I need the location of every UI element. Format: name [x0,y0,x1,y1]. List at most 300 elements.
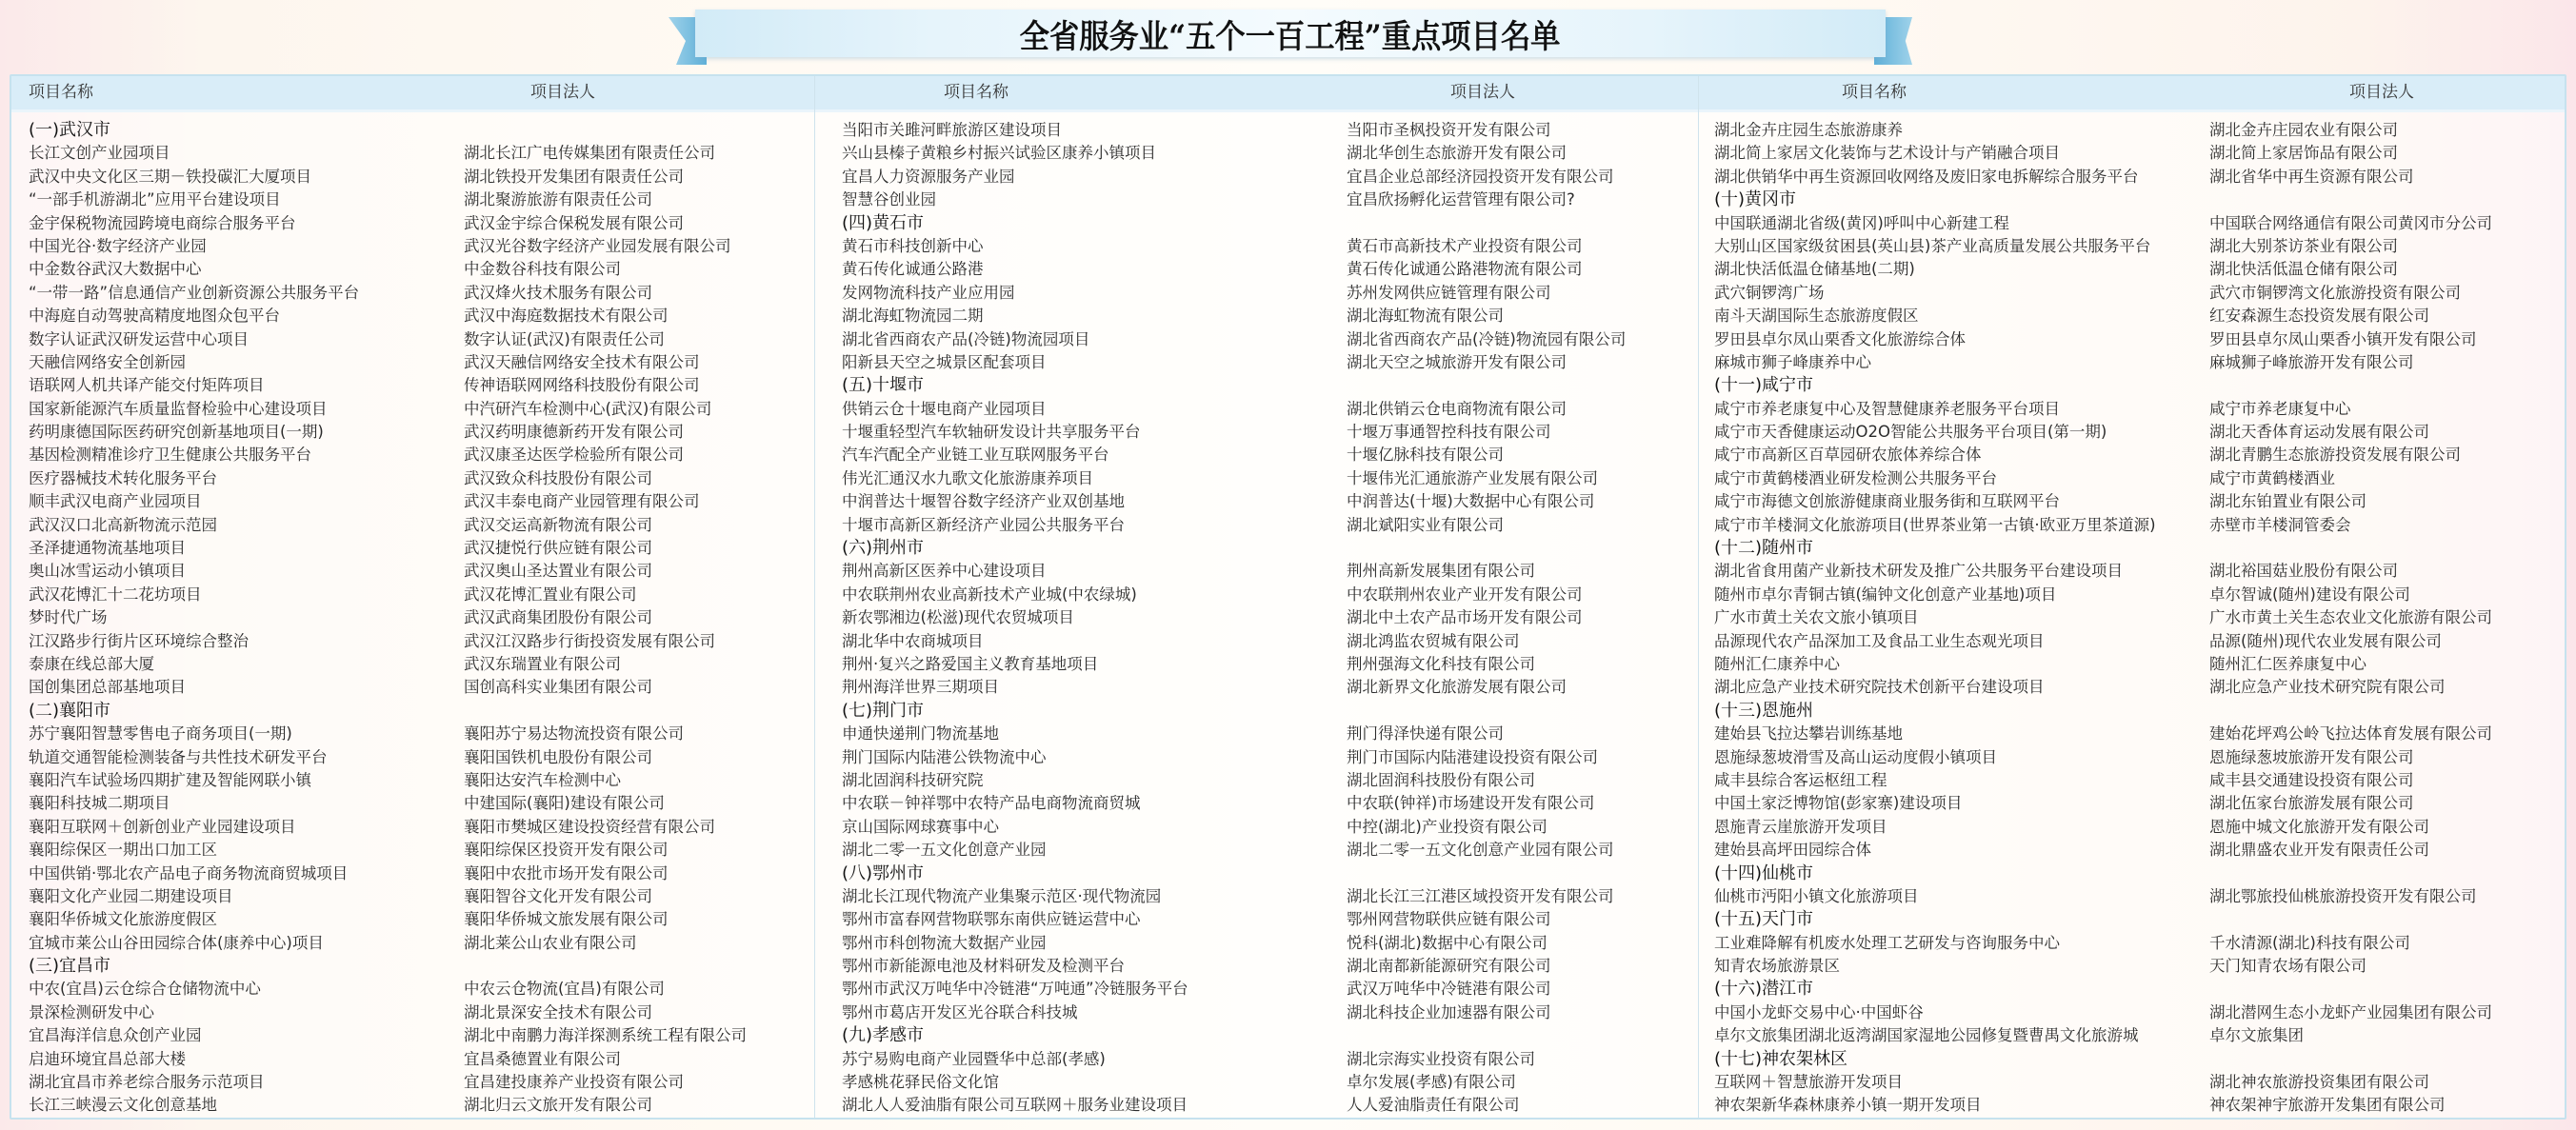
project-name-cell: 发网物流科技产业应用园 [842,283,1015,302]
project-name-cell: 圣泽捷通物流基地项目 [29,539,186,558]
table-row [1699,792,2566,815]
section-heading [1699,978,2566,1001]
table-row [1699,606,2566,629]
rows-group-3 [1699,119,2566,1118]
project-name-cell: 泰康在线总部大厦 [29,654,154,673]
project-name-cell: 孝感桃花驿民俗文化馆 [842,1073,999,1092]
table-row [1699,142,2566,165]
title-banner [695,10,1886,57]
project-legal-cell: 武汉武商集团股份有限公司 [464,608,652,627]
table-row [815,653,1699,676]
project-name-cell: 武汉汉口北高新物流示范园 [29,515,217,534]
section-title: (十七)神农架林区 [1714,1048,1848,1069]
table-row [815,839,1699,862]
project-name-cell: 汽车汽配全产业链工业互联网服务平台 [842,446,1109,465]
table-row [1699,676,2566,699]
project-name-cell: 南斗天湖国际生态旅游度假区 [1714,307,1919,326]
project-legal-cell: 湖北华创生态旅游开发有限公司 [1347,144,1567,163]
project-name-cell: 广水市黄土关农文旅小镇项目 [1714,608,1919,627]
table-row [815,792,1699,815]
project-name-cell: 恩施绿葱坡滑雪及高山运动度假小镇项目 [1714,747,1997,766]
table-row [11,932,814,955]
project-legal-cell: 国创高科实业集团有限公司 [464,678,652,697]
table-row [815,467,1699,490]
project-name-cell: 兴山县榛子黄粮乡村振兴试验区康养小镇项目 [842,144,1156,163]
project-legal-cell: 武汉中海庭数据技术有限公司 [464,307,669,326]
section-heading [815,700,1699,723]
rows-group-2 [815,119,1699,1118]
section-heading [815,374,1699,397]
project-legal-cell: 武汉金宇综合保税发展有限公司 [464,213,684,232]
project-legal-cell: 建始花坪鸡公岭飞拉达体育发展有限公司 [2209,724,2492,743]
table-row [815,351,1699,374]
project-name-cell: 湖北固润科技研究院 [842,770,984,789]
project-name-cell: 咸宁市海德文创旅游健康商业服务街和互联网平台 [1714,492,2060,511]
project-name-cell: 中农联－钟祥鄂中农特产品电商物流商贸城 [842,794,1141,813]
table-row [1699,816,2566,839]
project-legal-cell: 中润普达(十堰)大数据中心有限公司 [1347,492,1595,511]
table-row [815,723,1699,745]
project-name-cell: 十堰重轻型汽车软轴研发设计共享服务平台 [842,423,1141,442]
project-legal-cell: 湖北天空之城旅游开发有限公司 [1347,352,1567,371]
project-legal-cell: 襄阳综保区投资开发有限公司 [464,841,669,860]
project-legal-cell: 湖北宗海实业投资有限公司 [1347,1049,1535,1068]
project-name-cell: 黄石传化诚通公路港 [842,260,984,279]
project-name-cell: 奥山冰雪运动小镇项目 [29,562,186,581]
project-legal-cell: 当阳市圣枫投资开发有限公司 [1347,121,1551,139]
project-legal-cell: 武汉花博汇置业有限公司 [464,585,637,604]
project-name-cell: 襄阳科技城二期项目 [29,794,170,813]
project-legal-cell: 湖北天香体育运动发展有限公司 [2209,423,2429,442]
project-name-cell: 景深检测研发中心 [29,1002,154,1021]
table-row [11,467,814,490]
project-legal-cell: 湖北长江广电传媒集团有限责任公司 [464,144,715,163]
project-legal-cell: 湖北归云文旅开发有限公司 [464,1096,652,1115]
project-name-cell: 京山国际网球赛事中心 [842,817,999,836]
project-legal-cell: 荆门得泽快递有限公司 [1347,724,1504,743]
table-row [11,792,814,815]
project-name-cell: 湖北人人爱油脂有限公司互联网＋服务业建设项目 [842,1096,1188,1115]
project-name-cell: 武穴铜锣湾广场 [1714,283,1825,302]
project-legal-cell: 湖北新界文化旅游发展有限公司 [1347,678,1567,697]
project-name-cell: 罗田县卓尔凤山栗香文化旅游综合体 [1714,329,1966,348]
table-row [11,978,814,1001]
project-name-cell: 基因检测精准诊疗卫生健康公共服务平台 [29,446,311,465]
project-name-cell: 中农(宜昌)云仓综合仓储物流中心 [29,980,261,999]
project-legal-cell: 卓尔发展(孝感)有限公司 [1347,1073,1516,1092]
project-legal-cell: 襄阳智谷文化开发有限公司 [464,886,652,905]
project-table [10,74,2566,1120]
project-legal-cell: 湖北固润科技股份有限公司 [1347,770,1535,789]
section-title: (十二)随州市 [1714,538,1814,559]
project-name-cell: 中金数谷武汉大数据中心 [29,260,202,279]
project-legal-cell: 武汉奥山圣达置业有限公司 [464,562,652,581]
project-legal-cell: 荆州强海文化科技有限公司 [1347,654,1535,673]
table-row [815,885,1699,908]
table-row [1699,119,2566,142]
project-legal-cell: 鄂州网营物联供应链有限公司 [1347,910,1551,929]
project-legal-cell: 咸宁市养老康复中心 [2209,399,2351,418]
table-row [1699,398,2566,421]
section-heading [815,537,1699,560]
project-legal-cell: 湖北南都新能源研究有限公司 [1347,957,1551,976]
project-legal-cell: 湖北景深安全技术有限公司 [464,1002,652,1021]
project-name-cell: 湖北海虹物流园二期 [842,307,984,326]
project-name-cell: 鄂州市科创物流大数据产业园 [842,933,1047,952]
project-name-cell: 咸宁市天香健康运动O2O智能公共服务平台项目(第一期) [1714,423,2107,442]
project-legal-cell: 武汉交运高新物流有限公司 [464,515,652,534]
table-row [11,606,814,629]
table-row [1699,746,2566,769]
table-row [815,328,1699,351]
table-row [1699,305,2566,327]
table-row [1699,560,2566,583]
project-name-cell: 数字认证武汉研发运营中心项目 [29,329,249,348]
project-name-cell: 长江文创产业园项目 [29,144,170,163]
project-legal-cell: 湖北科技企业加速器有限公司 [1347,1002,1551,1021]
section-title: (九)孝感市 [842,1025,925,1046]
section-heading [815,1024,1699,1047]
project-name-cell: “一部手机游湖北”应用平台建设项目 [29,190,281,209]
project-legal-cell: 武汉致众科技股份有限公司 [464,468,652,487]
project-name-cell: 宜昌人力资源服务产业园 [842,167,1015,186]
table-row [815,560,1699,583]
project-name-cell: 襄阳文化产业园二期建设项目 [29,886,233,905]
project-name-cell: 荆门国际内陆港公铁物流中心 [842,747,1047,766]
project-name-cell: 中润普达十堰智谷数字经济产业双创基地 [842,492,1125,511]
project-legal-cell: 品源(随州)现代农业发展有限公司 [2209,631,2442,650]
project-name-cell: 江汉路步行街片区环境综合整治 [29,631,249,650]
section-heading [1699,374,2566,397]
project-legal-cell: 宜昌桑德置业有限公司 [464,1049,621,1068]
project-legal-cell: 武汉烽火技术服务有限公司 [464,283,652,302]
table-row [11,746,814,769]
project-name-cell: 咸丰县综合客运枢纽工程 [1714,770,1887,789]
project-legal-cell: 湖北供销云仓电商物流有限公司 [1347,399,1567,418]
table-row [815,584,1699,606]
table-row [11,630,814,653]
project-legal-cell: 数字认证(武汉)有限责任公司 [464,329,665,348]
project-name-cell: 大别山区国家级贫困县(英山县)茶产业高质量发展公共服务平台 [1714,236,2151,255]
project-name-cell: 阳新县天空之城景区配套项目 [842,352,1047,371]
section-title: (十)黄冈市 [1714,189,1797,210]
project-name-cell: 智慧谷创业园 [842,190,936,209]
project-legal-cell: 襄阳市樊城区建设投资经营有限公司 [464,817,715,836]
table-row [1699,1094,2566,1117]
table-row [11,374,814,397]
table-row [11,444,814,466]
project-legal-cell: 中农联荆州农业产业开发有限公司 [1347,585,1583,604]
project-legal-cell: 湖北二零一五文化创意产业园有限公司 [1347,841,1614,860]
project-legal-cell: 武汉光谷数字经济产业园发展有限公司 [464,236,731,255]
project-legal-cell: 中农联(钟祥)市场建设开发有限公司 [1347,794,1595,813]
project-name-cell: 神农架新华森林康养小镇一期开发项目 [1714,1096,1982,1115]
table-row [11,1048,814,1071]
project-name-cell: 仙桃市沔阳小镇文化旅游项目 [1714,886,1919,905]
project-legal-cell: 武汉捷悦行供应链有限公司 [464,539,652,558]
table-row [815,932,1699,955]
table-row [1699,1001,2566,1024]
table-row [11,490,814,513]
table-row [11,560,814,583]
project-legal-cell: 襄阳达安汽车检测中心 [464,770,621,789]
header-project-legal: 项目法人 [2349,83,2414,102]
project-name-cell: 轨道交通智能检测装备与共性技术研发平台 [29,747,328,766]
header-project-legal: 项目法人 [1450,83,1515,102]
table-row [815,305,1699,327]
project-legal-cell: 湖北大别茶访茶业有限公司 [2209,236,2398,255]
column-group-2 [814,76,1699,1118]
project-legal-cell: 中金数谷科技有限公司 [464,260,621,279]
project-legal-cell: 武汉丰泰电商产业园管理有限公司 [464,492,700,511]
table-row [815,630,1699,653]
project-legal-cell: 赤壁市羊楼洞管委会 [2209,515,2351,534]
table-row [11,212,814,235]
project-name-cell: 湖北快活低温仓储基地(二期) [1714,260,1915,279]
project-legal-cell: 荆门市国际内陆港建设投资有限公司 [1347,747,1598,766]
project-legal-cell: 湖北裕国菇业股份有限公司 [2209,562,2398,581]
project-legal-cell: 中控(湖北)产业投资有限公司 [1347,817,1548,836]
project-name-cell: 恩施青云崖旅游开发项目 [1714,817,1887,836]
table-row [11,769,814,792]
table-row [11,816,814,839]
section-title: (五)十堰市 [842,375,925,396]
table-row [815,142,1699,165]
table-row [11,305,814,327]
table-row [815,606,1699,629]
project-legal-cell: 黄石传化诚通公路港物流有限公司 [1347,260,1583,279]
project-legal-cell: 天门知青农场有限公司 [2209,957,2366,976]
table-row [1699,490,2566,513]
project-legal-cell: 武汉天融信网络安全技术有限公司 [464,352,700,371]
table-row [1699,235,2566,258]
project-name-cell: 鄂州市武汉万吨华中冷链港“万吨通”冷链服务平台 [842,980,1188,999]
project-legal-cell: 襄阳苏宁易达物流投资有限公司 [464,724,684,743]
project-name-cell: 襄阳汽车试验场四期扩建及智能网联小镇 [29,770,311,789]
table-row [815,1071,1699,1094]
rows-group-1 [11,119,814,1118]
section-heading [815,212,1699,235]
table-row [815,908,1699,931]
project-legal-cell: 湖北潜网生态小龙虾产业园集团有限公司 [2209,1002,2492,1021]
project-legal-cell: 湖北金卉庄园农业有限公司 [2209,121,2398,139]
table-row [11,885,814,908]
table-row [11,862,814,885]
table-row [815,444,1699,466]
header-project-name: 项目名称 [1842,83,1907,102]
project-name-cell: “一带一路”信息通信产业创新资源公共服务平台 [29,283,360,302]
table-row [1699,444,2566,466]
table-row [1699,282,2566,305]
section-title: (三)宜昌市 [29,956,111,977]
project-name-cell: 卓尔文旅集团湖北返湾湖国家湿地公园修复暨曹禺文化旅游城 [1714,1026,2139,1045]
table-row [11,235,814,258]
project-legal-cell: 湖北鄂旅投仙桃旅游投资开发有限公司 [2209,886,2477,905]
project-name-cell: 顺丰武汉电商产业园项目 [29,492,202,511]
table-row [1699,328,2566,351]
project-legal-cell: 湖北简上家居饰品有限公司 [2209,144,2398,163]
table-row [1699,351,2566,374]
table-row [1699,885,2566,908]
section-heading [11,119,814,142]
table-row [11,653,814,676]
project-name-cell: 国家新能源汽车质量监督检验中心建设项目 [29,399,328,418]
table-row [1699,514,2566,537]
table-row [815,188,1699,211]
project-name-cell: 武汉花博汇十二花坊项目 [29,585,202,604]
table-row [1699,653,2566,676]
project-name-cell: 当阳市关雎河畔旅游区建设项目 [842,121,1062,139]
project-name-cell: 武汉中央文化区三期－铁投碳汇大厦项目 [29,167,311,186]
project-name-cell: 荆州高新区医养中心建设项目 [842,562,1047,581]
project-name-cell: 宜城市莱公山谷田园综合体(康养中心)项目 [29,933,324,952]
table-row [815,398,1699,421]
project-name-cell: 建始县高坪田园综合体 [1714,841,1871,860]
project-name-cell: 医疗器械技术转化服务平台 [29,468,217,487]
project-name-cell: 湖北应急产业技术研究院技术创新平台建设项目 [1714,678,2045,697]
project-name-cell: 襄阳华侨城文化旅游度假区 [29,910,217,929]
table-row [815,1048,1699,1071]
table-row [11,839,814,862]
section-heading [1699,1048,2566,1071]
project-legal-cell: 湖北青鹏生态旅游投资发展有限公司 [2209,446,2461,465]
project-legal-cell: 襄阳华侨城文旅发展有限公司 [464,910,669,929]
project-legal-cell: 武汉康圣达医学检验所有限公司 [464,446,684,465]
project-legal-cell: 中国联合网络通信有限公司黄冈市分公司 [2209,213,2492,232]
section-title: (四)黄石市 [842,212,925,233]
project-legal-cell: 咸丰县交通建设投资有限公司 [2209,770,2414,789]
section-title: (十五)天门市 [1714,909,1814,930]
project-legal-cell: 黄石市高新技术产业投资有限公司 [1347,236,1583,255]
table-row [815,235,1699,258]
section-title: (八)鄂州市 [842,862,925,883]
header-project-name: 项目名称 [29,83,93,102]
section-heading [815,862,1699,885]
project-legal-cell: 咸宁市黄鹤楼酒业 [2209,468,2335,487]
project-name-cell: 国创集团总部基地项目 [29,678,186,697]
table-row [815,1094,1699,1117]
table-row [1699,769,2566,792]
project-name-cell: 湖北省食用菌产业新技术研发及推广公共服务平台建设项目 [1714,562,2123,581]
project-legal-cell: 湖北鸿监农贸城有限公司 [1347,631,1520,650]
project-legal-cell: 中汽研汽车检测中心(武汉)有限公司 [464,399,712,418]
table-row [11,584,814,606]
project-name-cell: 宜昌海洋信息众创产业园 [29,1026,202,1045]
project-legal-cell: 罗田县卓尔凤山栗香小镇开发有限公司 [2209,329,2477,348]
project-name-cell: 苏宁襄阳智慧零售电子商务项目(一期) [29,724,292,743]
project-legal-cell: 湖北快活低温仓储有限公司 [2209,260,2398,279]
section-heading [11,700,814,723]
project-legal-cell: 武穴市铜锣湾文化旅游投资有限公司 [2209,283,2461,302]
project-legal-cell: 广水市黄土关生态农业文化旅游有限公司 [2209,608,2492,627]
project-legal-cell: 随州汇仁医养康复中心 [2209,654,2366,673]
project-legal-cell: 湖北长江三江港区域投资开发有限公司 [1347,886,1614,905]
project-name-cell: 荆州海洋世界三期项目 [842,678,999,697]
project-name-cell: 药明康德国际医药研究创新基地项目(一期) [29,423,324,442]
project-name-cell: 供销云仓十堰电商产业园项目 [842,399,1047,418]
project-legal-cell: 中农云仓物流(宜昌)有限公司 [464,980,665,999]
table-row [11,351,814,374]
table-row [815,816,1699,839]
table-row [11,398,814,421]
project-legal-cell: 传神语联网网络科技股份有限公司 [464,376,700,395]
project-name-cell: 苏宁易购电商产业园暨华中总部(孝感) [842,1049,1106,1068]
table-row [1699,723,2566,745]
table-row [11,166,814,188]
project-legal-cell: 武汉药明康德新药开发有限公司 [464,423,684,442]
project-name-cell: 湖北长江现代物流产业集聚示范区·现代物流园 [842,886,1162,905]
table-row [815,746,1699,769]
project-name-cell: 中国小龙虾交易中心·中国虾谷 [1714,1002,1924,1021]
project-legal-cell: 麻城狮子峰旅游开发有限公司 [2209,352,2414,371]
table-row [11,142,814,165]
project-legal-cell: 千水清源(湖北)科技有限公司 [2209,933,2410,952]
table-row [1699,212,2566,235]
table-row [11,723,814,745]
project-name-cell: 建始县飞拉达攀岩训练基地 [1714,724,1903,743]
project-name-cell: 湖北简上家居文化装饰与艺术设计与产销融合项目 [1714,144,2060,163]
project-legal-cell: 湖北省华中再生资源有限公司 [2209,167,2414,186]
table-row [11,258,814,281]
project-legal-cell: 荆州高新发展集团有限公司 [1347,562,1535,581]
project-name-cell: 十堰市高新区新经济产业园公共服务平台 [842,515,1125,534]
project-name-cell: 随州汇仁康养中心 [1714,654,1840,673]
section-title: (一)武汉市 [29,120,111,140]
banner-body [695,10,1886,57]
project-legal-cell: 襄阳国铁机电股份有限公司 [464,747,652,766]
project-legal-cell: 武汉江汉路步行街投资发展有限公司 [464,631,715,650]
table-row [1699,955,2566,978]
project-legal-cell: 宜昌欣扬孵化运营管理有限公司? [1347,190,1575,209]
project-name-cell: 襄阳综保区一期出口加工区 [29,841,217,860]
section-title: (十六)潜江市 [1714,979,1814,1000]
project-name-cell: 襄阳互联网＋创新创业产业园建设项目 [29,817,296,836]
table-row [815,978,1699,1001]
table-row [815,258,1699,281]
header-project-legal: 项目法人 [530,83,595,102]
project-legal-cell: 湖北神农旅游投资集团有限公司 [2209,1073,2429,1092]
project-name-cell: 工业难降解有机废水处理工艺研发与咨询服务中心 [1714,933,2060,952]
project-name-cell: 咸宁市羊楼洞文化旅游项目(世界茶业第一古镇·欧亚万里茶道源) [1714,515,2156,534]
table-row [1699,630,2566,653]
project-legal-cell: 武汉万吨华中冷链港有限公司 [1347,980,1551,999]
project-name-cell: 鄂州市富春网营物联鄂东南供应链运营中心 [842,910,1141,929]
project-legal-cell: 红安森源生态投资发展有限公司 [2209,307,2429,326]
project-legal-cell: 武汉东瑞置业有限公司 [464,654,621,673]
project-name-cell: 湖北二零一五文化创意产业园 [842,841,1047,860]
project-legal-cell: 宜昌建投康养产业投资有限公司 [464,1073,684,1092]
table-row [815,490,1699,513]
project-name-cell: 湖北华中农商城项目 [842,631,984,650]
project-legal-cell: 湖北莱公山农业有限公司 [464,933,637,952]
project-name-cell: 咸宁市养老康复中心及智慧健康养老服务平台项目 [1714,399,2060,418]
table-row [1699,421,2566,444]
project-name-cell: 启迪环境宜昌总部大楼 [29,1049,186,1068]
project-legal-cell: 十堰亿脉科技有限公司 [1347,446,1504,465]
project-name-cell: 中海庭自动驾驶高精度地图众包平台 [29,307,280,326]
table-row [11,1071,814,1094]
project-legal-cell: 十堰伟光汇通旅游产业发展有限公司 [1347,468,1598,487]
section-heading [1699,908,2566,931]
table-row [1699,932,2566,955]
project-name-cell: 麻城市狮子峰康养中心 [1714,352,1871,371]
section-heading [11,955,814,978]
project-name-cell: 语联网人机共译产能交付矩阵项目 [29,376,265,395]
table-row [815,166,1699,188]
table-row [815,1001,1699,1024]
project-legal-cell: 湖北中土农产品市场开发有限公司 [1347,608,1583,627]
table-row [11,1024,814,1047]
